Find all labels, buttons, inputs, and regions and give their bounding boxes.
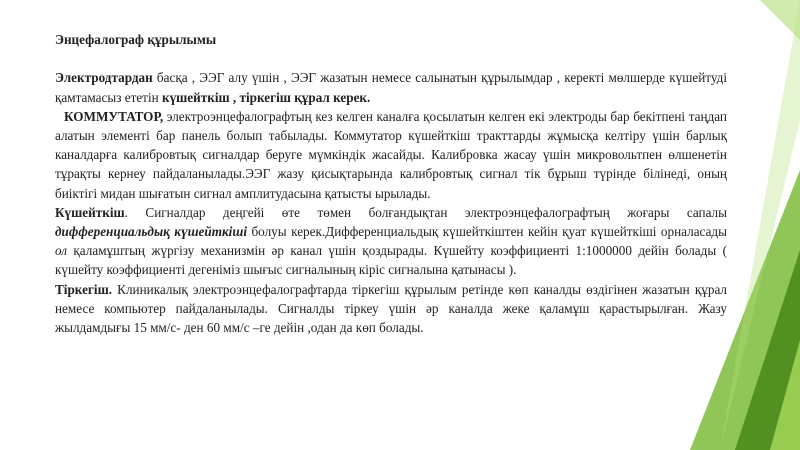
paragraph-commutator — [55, 107, 727, 203]
slide-title: Энцефалограф құрылымы — [55, 32, 217, 47]
term-electrodes: Электродтардан — [55, 70, 153, 86]
term-amplifier-recorder: күшейткіш , тіркегіш құрал керек. — [161, 89, 371, 105]
paragraph-electrodes — [55, 68, 727, 106]
spacer — [55, 49, 727, 68]
paragraph-amplifier — [55, 203, 727, 280]
slide-content — [55, 30, 727, 337]
p3-text-1: . Сигналдар деңгейі өте төмен болғандықтан электроэнцефалографтың жоғары сапалы — [124, 204, 727, 220]
p1-text: басқа , ЭЭГ алу үшін , ЭЭГ жазатын немесе салынатын құрылымдар , керекті мөлшерде күшейтуді қамтамасыз ететін — [55, 70, 727, 105]
term-amplifier: Күшейткіш — [55, 204, 125, 220]
p3-text-3: қаламұштың жүргізу механизмін әр канал үшін қоздырады. Күшейту коэффициенті 1:1000000 дейін болады ( күшейту коэффициенті дегеніміз шығыс сигналының кіріс сигналына қатынасы ). — [55, 243, 727, 278]
p3-italic: ол — [55, 243, 68, 259]
term-commutator: КОММУТАТОР, — [64, 108, 164, 124]
p2-text: электроэнцефалографтың кез келген каналға қосылатын келген екі электроды бар бекітпені таңдап алатын элементі бар панель болып табылады. Коммутатор күшейткіш тракттарды жұмысқа келтіру үшін барлық каналдарға калибровтық сигналдар беруге мүмкіндік жасайды. Калибровка жасау үшін микровольтпен өлшенетін тұрақты кернеу пайдаланылады.ЭЭГ жазу қисықтарында калибровтық сигнал тік бұрыш түрінде білінеді, оның биіктігі мидан шығатын сигнал амплитудасына қатысты ырылады. — [55, 108, 727, 201]
term-differential-amplifier: дифференциальдық күшейткіші — [55, 224, 247, 240]
paragraph-recorder — [55, 280, 727, 338]
p3-text-2: болуы керек.Дифференциальдық күшейткіштен кейін қуат күшейткіші орналасады — [247, 224, 727, 240]
term-recorder: Тіркегіш. — [55, 281, 112, 297]
p4-text: Клиникалық электроэнцефалографтарда тіркегіш құрылым ретінде көп каналды өздігінен жазатын құрал немесе компьютер пайдаланылады. Сигналды тіркеу үшін әр каналда жеке қаламұш қарастырылған. Жазу жылдамдығы 15 мм/с- ден 60 мм/с –ге дейін ,одан да көп болады. — [55, 281, 727, 336]
